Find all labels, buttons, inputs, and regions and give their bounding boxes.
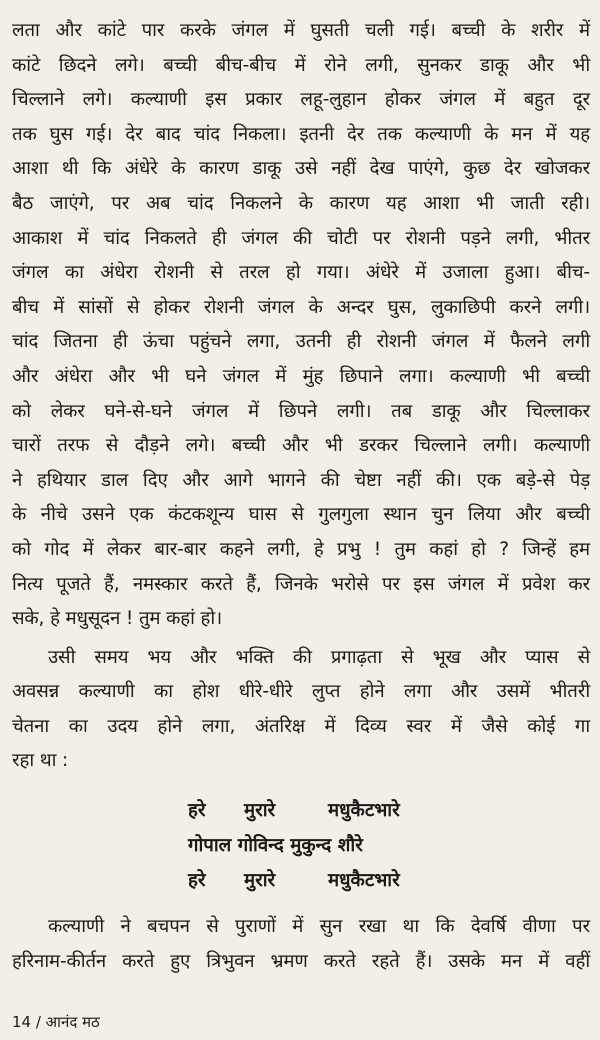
paragraph-3 bbox=[12, 910, 590, 979]
text-line: चांद जितना ही ऊंचा पहुंचने लगा, उतनी ही रोशनी जंगल में फैलने लगी bbox=[12, 331, 590, 353]
text-line: उसी समय भय और भक्ति की प्रगाढ़ता से भूख और प्यास से bbox=[48, 646, 590, 668]
text-line: हरिनाम-कीर्तन करते हुए त्रिभुवन भ्रमण करते रहते हैं। उसके मन में वहीं bbox=[12, 950, 590, 972]
text-line: तक घुस गई। देर बाद चांद निकला। इतनी देर तक कल्याणी के मन में यह bbox=[12, 123, 590, 145]
text-line: ने हथियार डाल दिए और आगे भागने की चेष्टा नहीं की। एक बड़े-से पेड़ bbox=[12, 469, 590, 491]
paragraph-1 bbox=[12, 14, 590, 637]
text-line: रहा था : bbox=[12, 750, 69, 772]
verse-word: मुरारे bbox=[244, 870, 276, 892]
verse-line-3 bbox=[12, 863, 590, 898]
verse-word: हरे bbox=[188, 870, 206, 892]
verse-block bbox=[12, 793, 590, 898]
text-line: चारों तरफ से दौड़ने लगे। बच्ची और भी डरकर चिल्लाने लगी। कल्याणी bbox=[12, 435, 590, 457]
paragraph-2 bbox=[12, 641, 590, 779]
text-line: कांटे छिदने लगे। बच्ची बीच-बीच में रोने लगी, सुनकर डाकू और भी bbox=[12, 54, 590, 76]
text-line: को गोद में लेकर बार-बार कहने लगी, हे प्रभु ! तुम कहां हो ? जिन्हें हम bbox=[12, 538, 590, 560]
text-line: कल्याणी ने बचपन से पुराणों में सुन रखा था कि देवर्षि वीणा पर bbox=[48, 916, 590, 938]
text-line: चिल्लाने लगे। कल्याणी इस प्रकार लहू-लुहान होकर जंगल में बहुत दूर bbox=[12, 89, 590, 111]
text-line: नित्य पूजते हैं, नमस्कार करते हैं, जिनके भरोसे पर इस जंगल में प्रवेश कर bbox=[12, 573, 590, 595]
text-line: आकाश में चांद निकलते ही जंगल की चोटी पर रोशनी पड़ने लगी, भीतर bbox=[12, 227, 590, 249]
verse-line-1 bbox=[12, 793, 590, 828]
verse-word: हरे bbox=[188, 800, 206, 822]
verse-text: गोपाल गोविन्द मुकुन्द शौरे bbox=[188, 835, 363, 857]
text-line: बैठ जाएंगे, पर अब चांद निकलने के कारण यह आशा भी जाती रही। bbox=[12, 192, 590, 214]
text-line: लता और कांटे पार करके जंगल में घुसती चली गई। बच्ची के शरीर में bbox=[12, 20, 590, 41]
text-line: सके, हे मधुसूदन ! तुम कहां हो। bbox=[12, 608, 222, 630]
text-line: आशा थी कि अंधेरे के कारण डाकू उसे नहीं देख पाएंगे, कुछ देर खोजकर bbox=[12, 158, 590, 180]
text-line: जंगल का अंधेरा रोशनी से तरल हो गया। अंधेरे में उजाला हुआ। बीच- bbox=[12, 262, 590, 284]
text-line: को लेकर घने-से-घने जंगल में छिपने लगी। तब डाकू और चिल्लाकर bbox=[12, 400, 590, 422]
verse-word: मधुकैटभारे bbox=[328, 870, 400, 892]
verse-word: मधुकैटभारे bbox=[328, 800, 400, 822]
text-line: के नीचे उसने एक कंटकशून्य घास से गुलगुला स्थान चुन लिया और बच्ची bbox=[12, 504, 590, 526]
verse-line-2 bbox=[12, 828, 590, 863]
text-line: चेतना का उदय होने लगा, अंतरिक्ष में दिव्य स्वर में जैसे कोई गा bbox=[12, 715, 590, 737]
verse-word: मुरारे bbox=[244, 800, 276, 822]
page-footer: 14 / आनंद मठ bbox=[12, 1013, 100, 1031]
text-line: और अंधेरा और भी घने जंगल में मुंह छिपाने लगा। कल्याणी भी बच्ची bbox=[12, 365, 590, 387]
text-line: अवसन्न कल्याणी का होश धीरे-धीरे लुप्त होने लगा और उसमें भीतरी bbox=[12, 681, 590, 703]
text-line: बीच में सांसों से होकर रोशनी जंगल के अन्दर घुस, लुकाछिपी करने लगी। bbox=[12, 296, 590, 318]
